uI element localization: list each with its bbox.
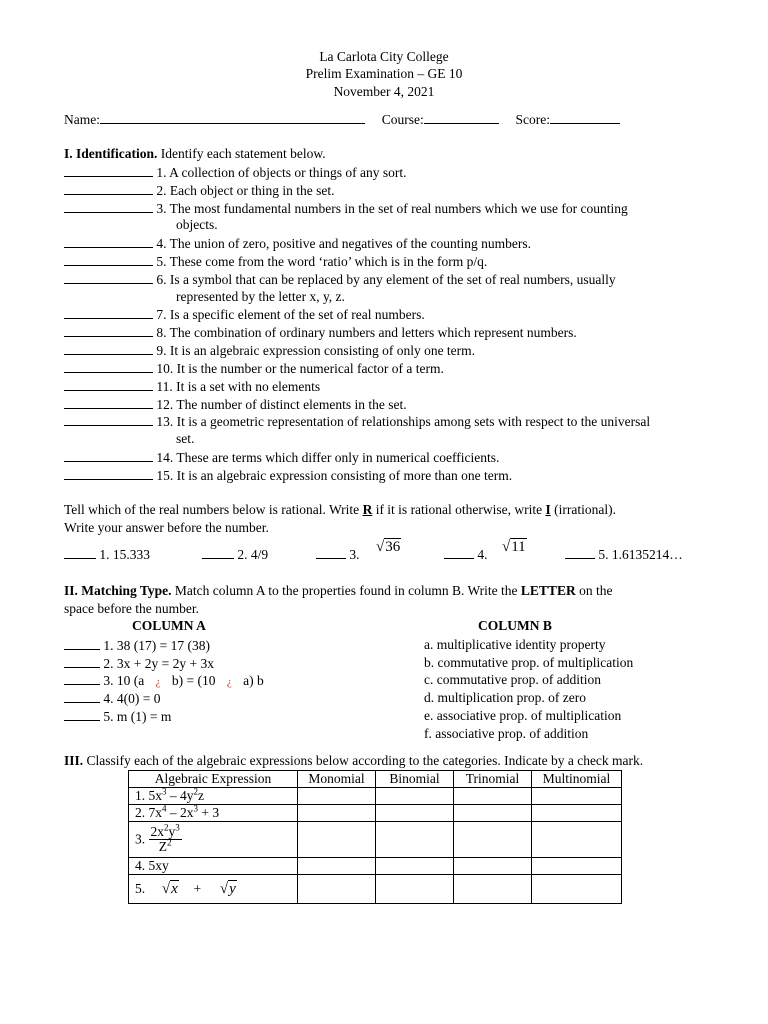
item-text: 13. It is a geometric representation of relationships among sets with respect to the universal: [156, 414, 651, 429]
check-cell[interactable]: [376, 875, 454, 904]
rational-item: [565, 546, 683, 563]
item-text: 1. 38 (17) = 17 (38): [103, 638, 210, 653]
part2-heading: [64, 583, 612, 599]
exponent: 3: [175, 822, 180, 833]
instr-text: if it is rational otherwise, write: [372, 502, 546, 517]
check-cell[interactable]: [454, 822, 532, 858]
course-label: Course:: [381, 112, 424, 127]
match-item: [64, 637, 210, 654]
check-cell[interactable]: [298, 805, 376, 822]
check-cell[interactable]: [532, 875, 622, 904]
item-text: 6. Is a symbol that can be replaced by any element of the set of real numbers, usually: [156, 272, 616, 287]
item-text: b) = (10: [171, 673, 216, 688]
check-cell[interactable]: [376, 788, 454, 805]
expression-cell: [129, 822, 298, 858]
expression-cell: [129, 875, 298, 904]
answer-blank[interactable]: [64, 449, 153, 462]
rational-item: [202, 546, 268, 563]
ident-item: [64, 200, 628, 217]
answer-blank[interactable]: [64, 164, 153, 177]
sqrt-11: [502, 539, 527, 555]
header-multinomial: Multinomial: [532, 771, 622, 788]
answer-blank[interactable]: [64, 546, 96, 559]
exam-title: Prelim Examination – GE 10: [305, 66, 463, 81]
rational-instruction: [64, 502, 616, 518]
item-text: a) b: [243, 673, 264, 688]
item-text: 5. These come from the word ‘ratio’ which is in the form p/q.: [156, 254, 488, 269]
expr-part: – 2x: [166, 805, 194, 820]
item-text: 4. The union of zero, positive and negatives of the counting numbers.: [156, 236, 532, 251]
check-cell[interactable]: [532, 822, 622, 858]
info-row: [64, 111, 620, 128]
name-label: Name:: [64, 112, 100, 127]
answer-blank[interactable]: [64, 342, 153, 355]
answer-blank[interactable]: [64, 253, 153, 266]
match-item: [64, 672, 264, 690]
item-text: 3.: [349, 547, 360, 562]
column-b-title: COLUMN B: [478, 618, 552, 633]
answer-blank[interactable]: [202, 546, 234, 559]
sqrt-36: [376, 539, 401, 555]
denominator: [149, 837, 182, 854]
instr-text: Match column A to the properties found in column B. Write the: [171, 583, 521, 598]
check-cell[interactable]: [376, 822, 454, 858]
check-cell[interactable]: [376, 805, 454, 822]
answer-blank[interactable]: [64, 708, 100, 721]
symbol-glyph: ¿: [155, 676, 161, 688]
score-field[interactable]: [550, 111, 620, 124]
answer-blank[interactable]: [64, 360, 153, 373]
expr-part: Z: [158, 839, 167, 854]
exponent: 2: [193, 786, 198, 797]
header-monomial: Monomial: [298, 771, 376, 788]
radical-icon: √: [502, 539, 511, 555]
answer-blank[interactable]: [444, 546, 474, 559]
college-name: La Carlota City College: [319, 49, 449, 64]
column-b-item: f. associative prop. of addition: [424, 726, 589, 741]
ident-item: [64, 306, 425, 323]
header-expression: Algebraic Expression: [129, 771, 298, 788]
name-field[interactable]: [100, 111, 365, 124]
answer-blank[interactable]: [565, 546, 595, 559]
rational-item: [64, 546, 150, 563]
table-row: [129, 875, 622, 904]
part2-title: II. Matching Type.: [64, 583, 172, 598]
ident-item: [64, 253, 487, 270]
header-binomial: Binomial: [376, 771, 454, 788]
exponent: 2: [164, 822, 169, 833]
rational-instruction-2: Write your answer before the number.: [64, 520, 269, 535]
item-text: 14. These are terms which differ only in numerical coefficients.: [156, 450, 500, 465]
expression-cell: [129, 788, 298, 805]
item-text: 4.: [477, 547, 488, 562]
column-a-title: COLUMN A: [132, 618, 206, 633]
item-text: 2. 3x + 2y = 2y + 3x: [103, 656, 214, 671]
check-cell[interactable]: [298, 822, 376, 858]
symbol-glyph: ¿: [226, 676, 232, 688]
header-trinomial: Trinomial: [454, 771, 532, 788]
check-cell[interactable]: [454, 858, 532, 875]
match-item: [64, 690, 160, 707]
radicand: 11: [511, 539, 526, 555]
radical-icon: √: [376, 539, 385, 555]
check-cell[interactable]: [454, 788, 532, 805]
column-b-item: a. multiplicative identity property: [424, 637, 606, 652]
item-text: 5. m (1) = m: [103, 709, 172, 724]
rational-item: [444, 546, 488, 563]
radicand: y: [229, 881, 236, 897]
part2-instruction-2: space before the number.: [64, 601, 199, 616]
radical-icon: √: [219, 881, 229, 897]
check-cell[interactable]: [532, 788, 622, 805]
answer-blank[interactable]: [64, 182, 153, 195]
ident-item: [64, 378, 320, 395]
check-cell[interactable]: [532, 805, 622, 822]
exponent: 4: [162, 803, 167, 814]
part3-instruction: Classify each of the algebraic expressions below according to the categories. Indicate by a check mark.: [83, 753, 644, 768]
match-item: [64, 655, 214, 672]
answer-blank[interactable]: [64, 396, 153, 409]
ident-item: [64, 413, 650, 430]
fraction: [149, 822, 182, 854]
check-cell[interactable]: [298, 858, 376, 875]
part3-title: III.: [64, 753, 84, 768]
table-row: [129, 858, 622, 875]
ident-item: [64, 360, 444, 377]
item-text: 5. 1.6135214…: [598, 547, 683, 562]
answer-blank[interactable]: [64, 672, 100, 685]
table-row: [129, 822, 622, 858]
radical-icon: √: [161, 881, 171, 897]
sqrt-x: [162, 880, 179, 897]
ident-item: [64, 324, 577, 341]
radicand: 36: [385, 539, 401, 555]
item-text: 1. 15.333: [99, 547, 150, 562]
item-text: 11. It is a set with no elements: [156, 379, 321, 394]
letter-r: R: [362, 502, 373, 517]
item-text: 1. A collection of objects or things of any sort.: [156, 165, 407, 180]
expr-part: – 4y: [166, 788, 194, 803]
answer-blank[interactable]: [316, 546, 346, 559]
item-text: 10. It is the number or the numerical factor of a term.: [156, 361, 444, 376]
plus-sign: +: [193, 881, 202, 896]
letter-word: LETTER: [520, 583, 576, 598]
ident-item: [64, 396, 407, 413]
ident-item: [64, 164, 406, 181]
rational-item: [316, 546, 360, 563]
answer-blank[interactable]: [64, 271, 153, 284]
item-text: 7. Is a specific element of the set of real numbers.: [156, 307, 425, 322]
part1-heading: [64, 146, 326, 162]
expr-part: 5.: [135, 881, 146, 896]
instr-text: Tell which of the real numbers below is rational. Write: [64, 502, 363, 517]
expr-part: + 3: [198, 805, 220, 820]
item-text: 8. The combination of ordinary numbers and letters which represent numbers.: [156, 325, 577, 340]
check-cell[interactable]: [532, 858, 622, 875]
answer-blank[interactable]: [64, 200, 153, 213]
item-text: 15. It is an algebraic expression consisting of more than one term.: [156, 468, 513, 483]
part1-title: I. Identification.: [64, 146, 158, 161]
table-row: [129, 805, 622, 822]
exponent: 3: [162, 786, 167, 797]
ident-item: [64, 467, 512, 484]
item-text: 9. It is an algebraic expression consisting of only one term.: [156, 343, 476, 358]
check-cell[interactable]: [454, 805, 532, 822]
ident-item: [64, 342, 475, 359]
numerator: [149, 822, 182, 840]
column-b-item: d. multiplication prop. of zero: [424, 690, 586, 705]
answer-blank[interactable]: [64, 306, 153, 319]
answer-blank[interactable]: [64, 637, 100, 650]
ident-item: [64, 235, 531, 252]
check-cell[interactable]: [298, 875, 376, 904]
expression-cell: [129, 805, 298, 822]
part3-heading: [64, 753, 643, 769]
letter-i: I: [545, 502, 551, 517]
exponent: 3: [193, 803, 198, 814]
answer-blank[interactable]: [64, 413, 153, 426]
expr-part: 2x: [150, 824, 164, 839]
answer-blank[interactable]: [64, 235, 153, 248]
expr-part: 1. 5x: [135, 788, 162, 803]
expression-cell: 4. 5xy: [129, 858, 298, 875]
item-continuation: objects.: [176, 217, 218, 232]
ident-item: [64, 271, 616, 288]
classification-table: [128, 770, 622, 904]
item-continuation: represented by the letter x, y, z.: [176, 289, 345, 304]
item-text: 4. 4(0) = 0: [103, 691, 161, 706]
check-cell[interactable]: [376, 858, 454, 875]
item-continuation: set.: [176, 431, 195, 446]
column-b-item: c. commutative prop. of addition: [424, 672, 601, 687]
table-header-row: [129, 771, 622, 788]
score-label: Score:: [515, 112, 550, 127]
expr-part: z: [198, 788, 204, 803]
part1-instruction: Identify each statement below.: [157, 146, 326, 161]
answer-blank[interactable]: [64, 378, 153, 391]
expr-part: y: [168, 824, 176, 839]
check-cell[interactable]: [298, 788, 376, 805]
item-text: 3. 10 (a: [103, 673, 145, 688]
match-item: [64, 708, 171, 725]
answer-blank[interactable]: [64, 655, 100, 668]
item-text: 12. The number of distinct elements in the set.: [156, 397, 407, 412]
item-text: 2. Each object or thing in the set.: [156, 183, 335, 198]
column-b-item: b. commutative prop. of multiplication: [424, 655, 634, 670]
expr-part: 3.: [135, 831, 146, 847]
exponent: 2: [167, 837, 172, 848]
item-text: 3. The most fundamental numbers in the set of real numbers which we use for counting: [156, 201, 628, 216]
expr-part: 2. 7x: [135, 805, 162, 820]
course-field[interactable]: [424, 111, 499, 124]
instr-text: on the: [575, 583, 613, 598]
ident-item: [64, 182, 334, 199]
check-cell[interactable]: [454, 875, 532, 904]
answer-blank[interactable]: [64, 690, 100, 703]
answer-blank[interactable]: [64, 467, 153, 480]
item-text: 2. 4/9: [237, 547, 269, 562]
answer-blank[interactable]: [64, 324, 153, 337]
column-b-item: e. associative prop. of multiplication: [424, 708, 622, 723]
table-row: [129, 788, 622, 805]
ident-item: [64, 449, 499, 466]
exam-date: November 4, 2021: [333, 84, 435, 99]
sqrt-y: [220, 880, 237, 897]
instr-text: (irrational).: [550, 502, 617, 517]
radicand: x: [171, 881, 178, 897]
